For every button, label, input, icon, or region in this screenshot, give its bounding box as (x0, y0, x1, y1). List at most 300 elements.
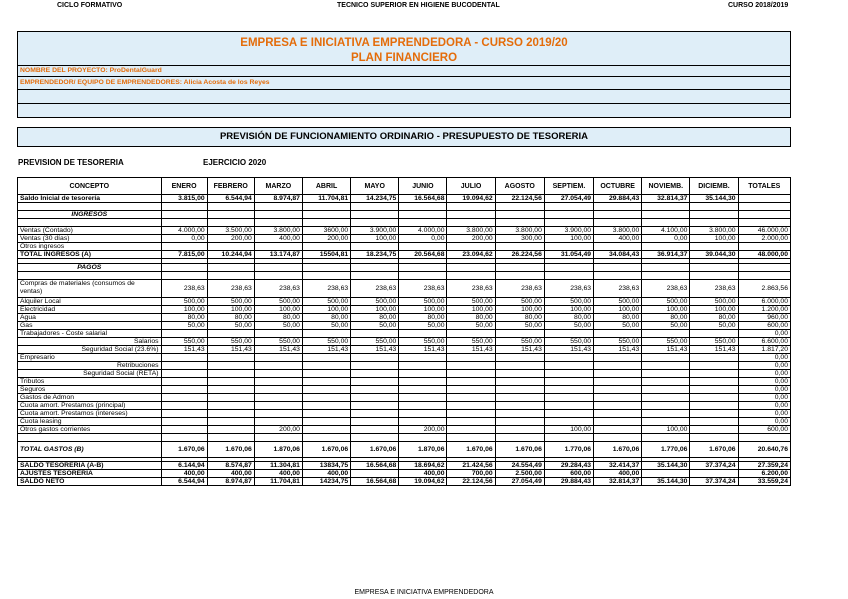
cell-value: 50,00 (495, 321, 544, 329)
cell-value (544, 401, 593, 409)
cell-value (254, 433, 302, 441)
cell-value: 300,00 (495, 234, 544, 242)
cell-value: 0,00 (738, 409, 790, 417)
column-header: NOVIEMB. (642, 178, 690, 195)
row-label: Otros ingresos (18, 242, 162, 250)
row-label: Agua (18, 313, 162, 321)
cell-value (161, 433, 207, 441)
cell-value (302, 242, 350, 250)
cell-value (447, 393, 495, 401)
cell-value (302, 409, 350, 417)
section-year: EJERCICIO 2020 (203, 158, 267, 167)
cell-value: 80,00 (254, 313, 302, 321)
cell-value: 27.054,49 (544, 195, 593, 203)
cell-value: 200,00 (447, 234, 495, 242)
cell-value (161, 425, 207, 433)
cell-value: 48.000,00 (738, 250, 790, 258)
cell-value (594, 271, 642, 279)
cell-value (207, 417, 254, 425)
cell-value: 2.863,56 (738, 279, 790, 297)
cell-value (495, 385, 544, 393)
row-label: Alquiler Local (18, 297, 162, 305)
cell-value (351, 425, 399, 433)
cell-value: 700,00 (447, 469, 495, 477)
cell-value: 16.564,68 (351, 461, 399, 469)
row-label (18, 433, 162, 441)
cell-value: 151,43 (302, 345, 350, 353)
cell-value: 4.000,00 (399, 226, 447, 234)
table-row (18, 313, 791, 321)
table-row (18, 250, 791, 258)
row-label: Retribuciones (18, 361, 162, 369)
row-label: Gas (18, 321, 162, 329)
cell-value (207, 377, 254, 385)
cell-value (642, 401, 690, 409)
cell-value: 151,43 (642, 345, 690, 353)
table-row (18, 425, 791, 433)
cell-value (207, 271, 254, 279)
cell-value: 3.800,00 (690, 226, 738, 234)
cell-value: 1.870,06 (254, 441, 302, 457)
header-title: TECNICO SUPERIOR EN HIGIENE BUCODENTAL (337, 2, 500, 9)
cell-value: 0,00 (738, 393, 790, 401)
cell-value (690, 417, 738, 425)
cell-value: 34.084,43 (594, 250, 642, 258)
cell-value (351, 369, 399, 377)
table-row (18, 329, 791, 337)
cell-value: 1.770,06 (642, 441, 690, 457)
cell-value (399, 369, 447, 377)
cell-value: 151,43 (351, 345, 399, 353)
cell-value (302, 263, 350, 271)
cell-value (302, 425, 350, 433)
table-row (18, 297, 791, 305)
cell-value: 0,00 (642, 234, 690, 242)
cell-value (161, 263, 207, 271)
cell-value: 10.244,94 (207, 250, 254, 258)
cell-value (254, 263, 302, 271)
row-label: Salarios (18, 337, 162, 345)
cell-value (161, 353, 207, 361)
cell-value: 2.000,00 (738, 234, 790, 242)
row-label: Cuota leasing (18, 417, 162, 425)
cell-value: 400,00 (302, 469, 350, 477)
cell-value (351, 203, 399, 211)
cell-value (302, 361, 350, 369)
cell-value (594, 218, 642, 226)
cell-value: 960,00 (738, 313, 790, 321)
cell-value (594, 361, 642, 369)
cell-value (495, 210, 544, 218)
cell-value: 550,00 (302, 337, 350, 345)
cell-value (351, 433, 399, 441)
project-name: NOMBRE DEL PROYECTO: ProDentalGuard (20, 67, 162, 74)
cell-value (161, 218, 207, 226)
cell-value: 13834,75 (302, 461, 350, 469)
row-label (18, 218, 162, 226)
table-row (18, 441, 791, 457)
cell-value: 1.870,06 (399, 441, 447, 457)
cell-value (544, 242, 593, 250)
row-label: Ventas (Contado) (18, 226, 162, 234)
row-label: Otros gastos corrientes (18, 425, 162, 433)
table-row (18, 461, 791, 469)
cell-value (302, 433, 350, 441)
cell-value (642, 353, 690, 361)
cell-value (351, 271, 399, 279)
cell-value: 550,00 (495, 337, 544, 345)
cell-value (207, 385, 254, 393)
cell-value: 13.174,87 (254, 250, 302, 258)
cell-value (302, 417, 350, 425)
cell-value: 100,00 (594, 305, 642, 313)
cell-value: 400,00 (207, 469, 254, 477)
cell-value: 500,00 (399, 297, 447, 305)
cell-value (254, 271, 302, 279)
table-row (18, 234, 791, 242)
cell-value: 100,00 (351, 234, 399, 242)
cell-value (161, 401, 207, 409)
cell-value (207, 263, 254, 271)
cell-value (594, 203, 642, 211)
cell-value (690, 218, 738, 226)
cell-value (254, 385, 302, 393)
cell-value: 1.670,06 (207, 441, 254, 457)
cell-value: 6.544,94 (207, 195, 254, 203)
cell-value: 80,00 (594, 313, 642, 321)
cell-value (594, 377, 642, 385)
cell-value (544, 203, 593, 211)
cell-value: 3.800,00 (594, 226, 642, 234)
cell-value (351, 417, 399, 425)
cell-value (738, 263, 790, 271)
cell-value (495, 242, 544, 250)
cell-value (447, 329, 495, 337)
cell-value: 3.800,00 (495, 226, 544, 234)
cell-value (594, 409, 642, 417)
row-label: Empresario (18, 353, 162, 361)
row-label: Gastos de Admon (18, 393, 162, 401)
row-label (18, 203, 162, 211)
cell-value: 50,00 (690, 321, 738, 329)
cell-value (207, 329, 254, 337)
cell-value (161, 242, 207, 250)
cell-value (399, 263, 447, 271)
cell-value: 500,00 (642, 297, 690, 305)
prevision-title: PREVISIÓN DE FUNCIONAMIENTO ORDINARIO - PRESUPUESTO DE TESORERIA (17, 127, 791, 147)
cell-value (447, 433, 495, 441)
cell-value (495, 393, 544, 401)
cell-value (642, 385, 690, 393)
row-label: TOTAL GASTOS (B) (18, 441, 162, 457)
cell-value (544, 353, 593, 361)
table-row (18, 321, 791, 329)
table-row (18, 377, 791, 385)
cell-value: 6.600,00 (738, 337, 790, 345)
cell-value (495, 409, 544, 417)
cell-value: 200,00 (302, 234, 350, 242)
cell-value (351, 329, 399, 337)
cell-value (544, 210, 593, 218)
cell-value: 238,63 (254, 279, 302, 297)
row-label: Compras de materiales (consumos de ventas) (18, 279, 162, 297)
cell-value: 0,00 (738, 329, 790, 337)
title-box (17, 31, 791, 118)
column-header: ENERO (161, 178, 207, 195)
cell-value: 4.000,00 (161, 226, 207, 234)
cell-value: 100,00 (351, 305, 399, 313)
cell-value (161, 271, 207, 279)
cell-value: 24.554,49 (495, 461, 544, 469)
cell-value: 100,00 (254, 305, 302, 313)
table-row (18, 345, 791, 353)
cell-value (594, 385, 642, 393)
cell-value (399, 242, 447, 250)
cell-value: 100,00 (161, 305, 207, 313)
cell-value (161, 417, 207, 425)
cell-value: 100,00 (642, 425, 690, 433)
cell-value (642, 469, 690, 477)
cell-value: 550,00 (399, 337, 447, 345)
cell-value (399, 361, 447, 369)
cell-value: 50,00 (447, 321, 495, 329)
cell-value (302, 369, 350, 377)
treasury-table (17, 177, 791, 486)
cell-value: 50,00 (399, 321, 447, 329)
cell-value: 238,63 (642, 279, 690, 297)
cell-value (302, 203, 350, 211)
cell-value: 8.974,87 (207, 477, 254, 485)
cell-value (495, 433, 544, 441)
cell-value: 6.000,00 (738, 297, 790, 305)
cell-value (495, 369, 544, 377)
cell-value: 151,43 (495, 345, 544, 353)
cell-value: 33.559,24 (738, 477, 790, 485)
cell-value: 500,00 (302, 297, 350, 305)
column-header: JULIO (447, 178, 495, 195)
cell-value (642, 433, 690, 441)
cell-value: 1.200,00 (738, 305, 790, 313)
row-label (18, 271, 162, 279)
cell-value (161, 409, 207, 417)
cell-value: 0,00 (738, 401, 790, 409)
column-header: CONCEPTO (18, 178, 162, 195)
cell-value: 80,00 (351, 313, 399, 321)
row-label: Ventas (30 días) (18, 234, 162, 242)
cell-value (642, 271, 690, 279)
cell-value (495, 329, 544, 337)
cell-value (447, 271, 495, 279)
table-row (18, 469, 791, 477)
cell-value: 550,00 (594, 337, 642, 345)
cell-value: 1.670,06 (594, 441, 642, 457)
cell-value (399, 417, 447, 425)
row-label: Seguridad Social (23.6%) (18, 345, 162, 353)
cell-value: 500,00 (447, 297, 495, 305)
cell-value (254, 353, 302, 361)
cell-value (690, 329, 738, 337)
cell-value (399, 433, 447, 441)
cell-value (447, 401, 495, 409)
cell-value: 238,63 (544, 279, 593, 297)
cell-value (447, 377, 495, 385)
cell-value: 80,00 (207, 313, 254, 321)
row-label: Seguridad Social (RETA) (18, 369, 162, 377)
cell-value: 16.564,68 (351, 477, 399, 485)
cell-value: 400,00 (254, 234, 302, 242)
table-row (18, 393, 791, 401)
cell-value (351, 469, 399, 477)
cell-value: 0,00 (738, 361, 790, 369)
cell-value (544, 218, 593, 226)
cell-value (447, 425, 495, 433)
cell-value: 400,00 (594, 469, 642, 477)
cell-value (690, 393, 738, 401)
cell-value (207, 393, 254, 401)
cell-value (161, 210, 207, 218)
cell-value (399, 377, 447, 385)
cell-value (447, 203, 495, 211)
cell-value: 100,00 (544, 234, 593, 242)
table-row (18, 353, 791, 361)
table-row (18, 305, 791, 313)
document-title: EMPRESA E INICIATIVA EMPRENDEDORA - CURSO 2019/20 (240, 37, 568, 49)
cell-value: 29.884,43 (544, 477, 593, 485)
cell-value (594, 329, 642, 337)
table-row (18, 417, 791, 425)
cell-value (544, 271, 593, 279)
cell-value: 23.094,62 (447, 250, 495, 258)
cell-value: 1.670,06 (690, 441, 738, 457)
cell-value (544, 377, 593, 385)
cell-value: 151,43 (690, 345, 738, 353)
cell-value: 1.770,06 (544, 441, 593, 457)
cell-value: 11.304,81 (254, 461, 302, 469)
cell-value: 500,00 (544, 297, 593, 305)
cell-value (690, 425, 738, 433)
cell-value: 6.544,94 (161, 477, 207, 485)
cell-value: 200,00 (207, 234, 254, 242)
cell-value (399, 271, 447, 279)
cell-value (738, 271, 790, 279)
cell-value: 6.144,94 (161, 461, 207, 469)
cell-value (495, 417, 544, 425)
table-row (18, 195, 791, 203)
cell-value (254, 210, 302, 218)
column-header: SEPTIEM. (544, 178, 593, 195)
column-header: DICIEMB. (690, 178, 738, 195)
cell-value (690, 409, 738, 417)
cell-value: 550,00 (207, 337, 254, 345)
cell-value (399, 203, 447, 211)
cell-value: 19.094,62 (447, 195, 495, 203)
cell-value: 151,43 (447, 345, 495, 353)
cell-value: 14.234,75 (351, 195, 399, 203)
cell-value: 8.974,87 (254, 195, 302, 203)
cell-value: 100,00 (447, 305, 495, 313)
cell-value (254, 329, 302, 337)
column-header: MARZO (254, 178, 302, 195)
row-label: SALDO NETO (18, 477, 162, 485)
row-label: PAGOS (18, 263, 162, 271)
cell-value: 39.044,30 (690, 250, 738, 258)
cell-value (594, 433, 642, 441)
cell-value: 1.817,20 (738, 345, 790, 353)
cell-value (161, 385, 207, 393)
cell-value: 50,00 (594, 321, 642, 329)
cell-value (254, 401, 302, 409)
cell-value (254, 218, 302, 226)
cell-value (207, 218, 254, 226)
cell-value: 151,43 (207, 345, 254, 353)
cell-value: 11.704,81 (302, 195, 350, 203)
table-row (18, 409, 791, 417)
cell-value (642, 417, 690, 425)
cell-value (254, 417, 302, 425)
cell-value (207, 425, 254, 433)
row-label: TOTAL INGRESOS (A) (18, 250, 162, 258)
cell-value (399, 393, 447, 401)
table-row (18, 337, 791, 345)
cell-value (399, 385, 447, 393)
cell-value: 36.914,37 (642, 250, 690, 258)
cell-value (738, 242, 790, 250)
cell-value (690, 401, 738, 409)
column-header: AGOSTO (495, 178, 544, 195)
cell-value (544, 329, 593, 337)
cell-value (594, 263, 642, 271)
table-row (18, 218, 791, 226)
cell-value: 600,00 (544, 469, 593, 477)
cell-value: 550,00 (161, 337, 207, 345)
table-row (18, 263, 791, 271)
cell-value (642, 369, 690, 377)
cell-value: 0,00 (738, 353, 790, 361)
cell-value: 550,00 (351, 337, 399, 345)
cell-value: 3.815,00 (161, 195, 207, 203)
cell-value: 550,00 (544, 337, 593, 345)
cell-value: 1.670,06 (495, 441, 544, 457)
cell-value (642, 242, 690, 250)
cell-value (351, 393, 399, 401)
cell-value (254, 361, 302, 369)
cell-value (690, 385, 738, 393)
cell-value (642, 263, 690, 271)
cell-value: 50,00 (161, 321, 207, 329)
cell-value (447, 417, 495, 425)
cell-value: 0,00 (399, 234, 447, 242)
cell-value (594, 369, 642, 377)
row-label: Electricidad (18, 305, 162, 313)
cell-value: 3.900,00 (351, 226, 399, 234)
cell-value (690, 353, 738, 361)
cell-value: 400,00 (399, 469, 447, 477)
cell-value (642, 409, 690, 417)
cell-value (447, 210, 495, 218)
cell-value (207, 353, 254, 361)
cell-value (254, 242, 302, 250)
cell-value: 37.374,24 (690, 477, 738, 485)
table-row (18, 203, 791, 211)
row-label: AJUSTES TESORERIA (18, 469, 162, 477)
cell-value: 1.670,06 (302, 441, 350, 457)
column-header: ABRIL (302, 178, 350, 195)
cell-value (207, 242, 254, 250)
cell-value (351, 263, 399, 271)
cell-value: 151,43 (544, 345, 593, 353)
cell-value (690, 433, 738, 441)
column-header: TOTALES (738, 178, 790, 195)
